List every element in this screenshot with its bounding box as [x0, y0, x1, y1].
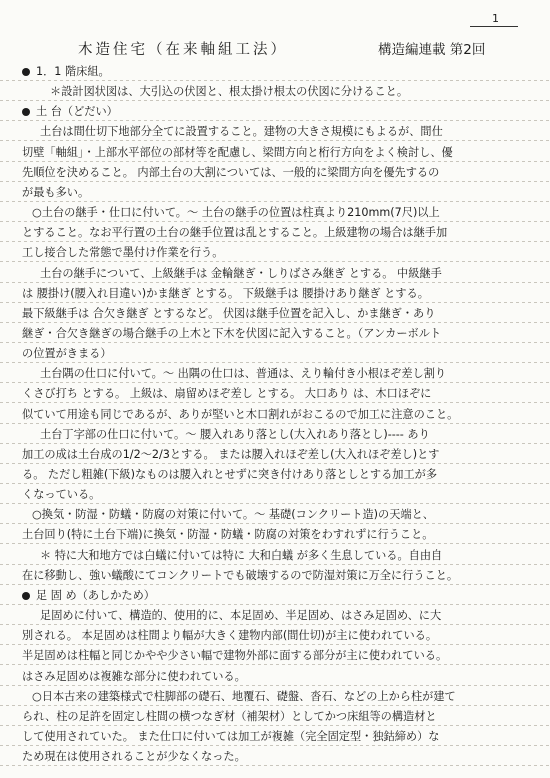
line-text: 土 台（どだい） — [36, 105, 118, 119]
line-text: られ、柱の足許を固定し柱間の横つなぎ材（補架材）としてかつ床組等の構造材と — [22, 709, 437, 723]
text-line — [0, 527, 550, 542]
ruled-line — [0, 705, 550, 706]
line-text: 足 固 め（あしかため） — [36, 588, 155, 602]
line-text: 工し接合した常態で墨付け作業を行う。 — [22, 246, 224, 260]
line-text: 別される。 本足固めは柱間より幅が大きく建物内部(間仕切)が主に使われている。 — [22, 629, 438, 643]
ruled-line — [0, 664, 550, 665]
ruled-line — [0, 584, 550, 585]
line-text: ＊設計図状図は、大引込の伏図と、根太掛け根太の伏図に分けること。 — [50, 85, 409, 99]
text-line — [0, 64, 550, 79]
ruled-line — [0, 564, 550, 565]
text-line — [0, 568, 550, 583]
text-line — [0, 427, 550, 442]
bullet-icon — [22, 108, 30, 116]
ruled-line — [0, 161, 550, 162]
text-line — [0, 165, 550, 180]
line-text: 土台隅の仕口に付いて。～ 出隅の仕口は、普通は、えり輪付き小根ほぞ差し割り — [40, 367, 447, 381]
bullet-icon — [22, 68, 30, 76]
line-text: 最下級継手は 合欠き継ぎ とするなど。 伏図は継手位置を記入し、かま継ぎ・あり — [22, 306, 436, 320]
line-text: して使用されていた。 また仕口に付いては加工が複雑（完全固定型・独鈷締め）な — [22, 729, 440, 743]
text-line — [0, 608, 550, 623]
text-line — [0, 124, 550, 139]
ruled-line — [0, 181, 550, 182]
text-line — [0, 648, 550, 663]
line-text: 先順位を決めること。 内部土台の大割については、一般的に梁間方向を優先するの — [22, 165, 440, 179]
text-line — [0, 628, 550, 643]
text-line — [0, 487, 550, 502]
ruled-line — [0, 745, 550, 746]
line-text: の位置がきまる） — [22, 347, 112, 361]
line-text: ○日本古来の建築様式で柱脚部の礎石、地覆石、礎盤、沓石、などの上から柱が建て — [32, 689, 456, 703]
line-text: はさみ足固めは複雑な部分に使われている。 — [22, 669, 246, 683]
line-text: 加工の成は土台成の1/2～2/3とする。 または腰入れほぞ差し(大入れほぞ差し)とす — [22, 447, 440, 461]
series-label: 構造編連載 第2回 — [378, 42, 486, 58]
page-number-underline — [470, 26, 518, 27]
text-line — [0, 447, 550, 462]
ruled-line — [0, 402, 550, 403]
line-text: ため現在は使用されることが少なくなった。 — [22, 750, 246, 764]
line-text: 土台回り(特に土台下端)に換気・防湿・防蟻・防腐の対策をわすれずに行うこと。 — [22, 528, 434, 542]
text-line — [0, 386, 550, 401]
ruled-line — [0, 725, 550, 726]
ruled-line — [0, 140, 550, 141]
ruled-line — [0, 423, 550, 424]
text-line — [0, 407, 550, 422]
text-line — [0, 185, 550, 200]
line-text: ＊ 特に大和地方では白蟻に付いては特に 大和白蟻 が多く生息している。自由自 — [40, 548, 443, 562]
line-text: 似ていて用途も同じであるが、ありが堅いと木口割れがおこるので加工に注意のこと。 — [22, 407, 459, 421]
ruled-line — [0, 241, 550, 242]
text-line — [0, 548, 550, 563]
line-text: る。 ただし粗雑(下級)なものは腰入れとせずに突き付けあり落としとする加工が多 — [22, 468, 438, 481]
ruled-line — [0, 543, 550, 544]
line-text: 半足固めは柱幅と同じかやや少さい幅で建物外部に面する部分が主に使われている。 — [22, 649, 448, 663]
ruled-line — [0, 342, 550, 343]
text-line — [0, 266, 550, 281]
text-line — [0, 729, 550, 744]
line-text: ○土台の継手・仕口に付いて。～ 土台の継手の位置は柱真より210mm(7尺)以上 — [32, 206, 440, 220]
text-line — [0, 346, 550, 361]
line-text: とすること。なお平行置の土台の継手位置は乱とすること。上級建物の場合は継手加 — [22, 226, 448, 240]
ruled-line — [0, 261, 550, 262]
text-line — [0, 467, 550, 482]
ruled-line — [0, 100, 550, 101]
line-text: 切壁「軸組」・上部水平部位の部材等を配慮し、梁間方向と桁行方向をよく検討し、優 — [22, 145, 453, 159]
ruled-line — [0, 322, 550, 323]
ruled-line — [0, 463, 550, 464]
line-text: くさび打ち とする。 上級は、扇留めほぞ差し とする。 大口あり は、木口ほぞに — [22, 387, 432, 401]
ruled-line — [0, 523, 550, 524]
ruled-line — [0, 362, 550, 363]
ruled-line — [0, 221, 550, 222]
text-line — [0, 245, 550, 260]
text-line — [0, 306, 550, 321]
line-text: ○換気・防湿・防蟻・防腐の対策に付いて。～ 基礎(コンクリート造)の天端と、 — [32, 508, 434, 522]
text-line — [0, 326, 550, 341]
ruled-line — [0, 624, 550, 625]
text-line — [0, 84, 550, 99]
document-title: 木造住宅（在来軸組工法） — [78, 42, 288, 58]
text-line — [0, 588, 550, 603]
ruled-line — [0, 443, 550, 444]
ruled-line — [0, 604, 550, 605]
line-text: 土台丁字部の仕口に付いて。～ 腰入れあり落とし(大入れあり落とし)---- あり — [40, 427, 430, 441]
ruled-line — [0, 120, 550, 121]
ruled-line — [0, 765, 550, 766]
text-line — [0, 689, 550, 704]
line-text: 土台の継手について、上級継手は 金輪継ぎ・しりばさみ継ぎ とする。 中級継手 — [40, 266, 442, 280]
text-line — [0, 286, 550, 301]
bullet-icon — [22, 592, 30, 600]
page-number: 1 — [492, 12, 499, 25]
line-text: が最も多い。 — [22, 185, 90, 199]
text-line — [0, 145, 550, 160]
line-text: 足固めに付いて、構造的、使用的に、本足固め、半足固め、はさみ足固め、に大 — [40, 609, 442, 623]
ruled-line — [0, 685, 550, 686]
ruled-line — [0, 644, 550, 645]
ruled-line — [0, 80, 550, 81]
ruled-line — [0, 503, 550, 504]
text-line — [0, 709, 550, 724]
ruled-line — [0, 382, 550, 383]
text-line — [0, 669, 550, 684]
ruled-line — [0, 483, 550, 484]
line-text: くなっている。 — [22, 488, 101, 502]
line-text: 土台は間仕切下地部分全てに設置すること。建物の大きさ規模にもよるが、間仕 — [40, 125, 443, 139]
text-line — [0, 507, 550, 522]
text-line — [0, 366, 550, 381]
text-line — [0, 749, 550, 764]
text-line — [0, 225, 550, 240]
ruled-line — [0, 302, 550, 303]
line-text: 1．1 階床組。 — [36, 65, 110, 78]
ruled-line — [0, 282, 550, 283]
text-line — [0, 205, 550, 220]
text-line — [0, 104, 550, 119]
line-text: 在に移動し、強い蟻酸にてコンクリートでも破壊するので防湿対策に万全に行うこと。 — [22, 568, 459, 582]
line-text: は 腰掛け(腰入れ目違い)かま継ぎ とする。 下級継手は 腰掛けあり継ぎ とする。 — [22, 286, 429, 300]
ruled-line — [0, 201, 550, 202]
line-text: 継ぎ・合欠き継ぎの場合継手の上木と下木を伏図に記入すること。（アンカーボルト — [22, 326, 442, 340]
